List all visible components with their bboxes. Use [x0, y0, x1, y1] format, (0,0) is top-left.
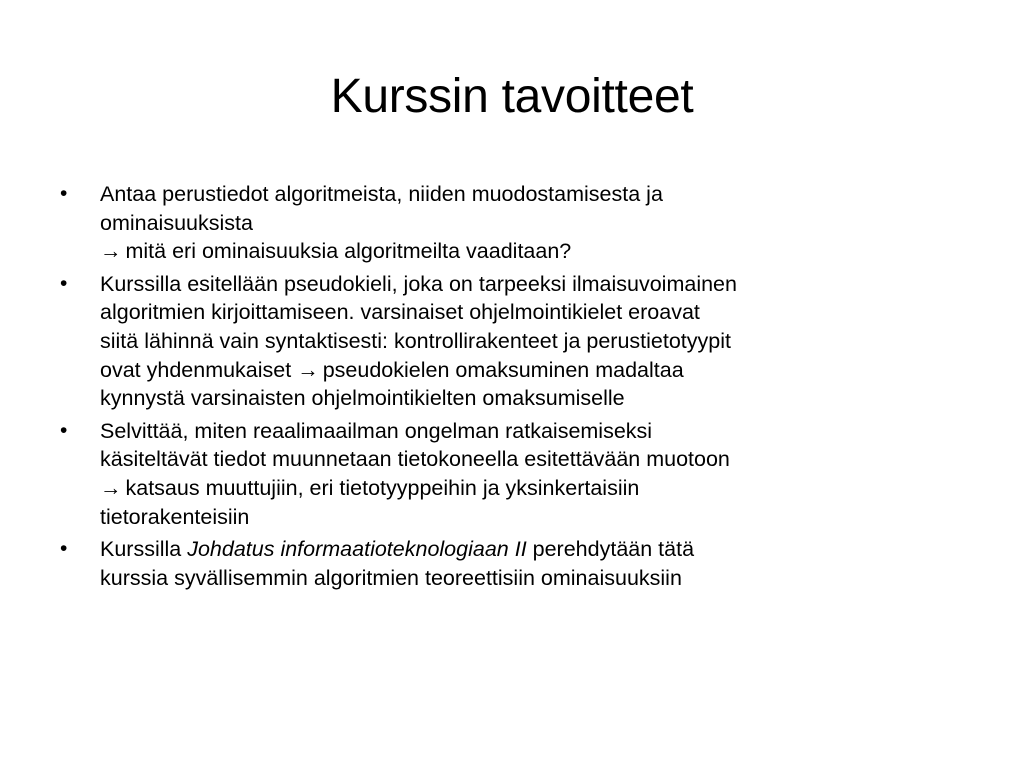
bullet-icon: • — [60, 537, 68, 561]
bullet-4-line-2: kurssia syvällisemmin algoritmien teoreettisiin ominaisuuksiin — [100, 565, 682, 590]
bullet-3-line-2: käsiteltävät tiedot muunnetaan tietokoneella esitettävään muotoon — [100, 447, 730, 472]
bullet-2-line-3: siitä lähinnä vain syntaktisesti: kontrollirakenteet ja perustietotyypit — [100, 328, 731, 353]
bullet-2-line-1: Kurssilla esitellään pseudokieli, joka on tarpeeksi ilmaisuvoimainen — [100, 271, 737, 296]
bullet-list — [58, 180, 978, 596]
arrow-right-icon: → — [100, 239, 122, 264]
bullet-2-line-4 — [100, 356, 978, 385]
bullet-item-3 — [58, 417, 978, 531]
bullet-1-line-1: Antaa perustiedot algoritmeista, niiden muodostamisesta ja — [100, 182, 663, 206]
bullet-2-line-5: kynnystä varsinaisten ohjelmointikielten omaksumiselle — [100, 386, 625, 411]
bullet-icon: • — [60, 418, 68, 442]
bullet-1-line-3-text: mitä eri ominaisuuksia algoritmeilta vaaditaan? — [125, 239, 572, 264]
bullet-icon: • — [60, 271, 68, 295]
bullet-3-line-3 — [100, 474, 978, 503]
bullet-3-line-1: Selvittää, miten reaalimaailman ongelman ratkaisemiseksi — [100, 418, 653, 443]
bullet-item-1 — [58, 180, 978, 266]
bullet-3-line-3-text: katsaus muuttujiin, eri tietotyyppeihin ja yksinkertaisiin — [125, 475, 640, 500]
course-name-italic: Johdatus informaatioteknologiaan II — [187, 537, 527, 562]
bullet-2-line-4b: pseudokielen omaksuminen madaltaa — [322, 357, 684, 382]
bullet-icon: • — [60, 182, 68, 205]
arrow-right-icon: → — [297, 357, 319, 382]
bullet-4-line-1-pre: Kurssilla — [100, 537, 188, 562]
bullet-1-line-3 — [100, 237, 978, 266]
bullet-2-line-2: algoritmien kirjoittamiseen. varsinaiset ohjelmointikielet eroavat — [100, 300, 700, 325]
bullet-1-line-2: ominaisuuksista — [100, 210, 253, 235]
bullet-3-line-4: tietorakenteisiin — [100, 504, 250, 529]
slide-title: Kurssin tavoitteet — [330, 70, 694, 123]
bullet-4-line-1 — [100, 535, 978, 564]
bullet-item-2 — [58, 270, 978, 413]
bullet-item-4 — [58, 535, 978, 592]
arrow-right-icon: → — [100, 475, 122, 500]
bullet-2-line-4a: ovat yhdenmukaiset — [100, 357, 292, 382]
bullet-4-line-1-post: perehdytään tätä — [526, 537, 695, 562]
